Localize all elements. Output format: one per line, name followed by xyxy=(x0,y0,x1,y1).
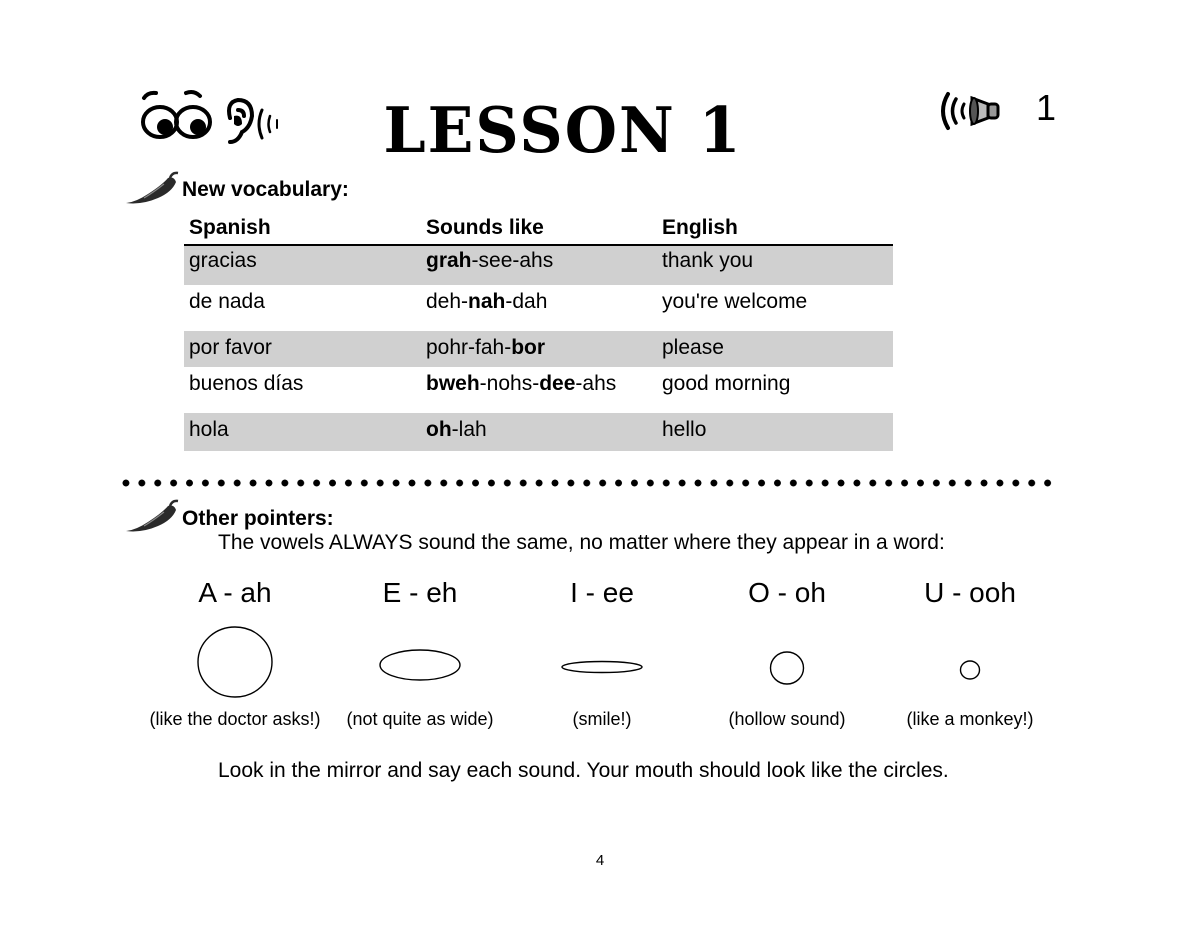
vowels-intro-text: The vowels ALWAYS sound the same, no matter where they appear in a word: xyxy=(218,531,945,554)
mouth-shape-icon xyxy=(320,624,520,704)
cell-sounds-like xyxy=(421,246,657,285)
cell-english: thank you xyxy=(662,249,754,272)
table-row xyxy=(184,367,893,413)
syllable: -ahs xyxy=(575,372,617,395)
cell-spanish: hola xyxy=(189,418,229,441)
syllable: pohr-fah- xyxy=(426,336,512,359)
mouth-shape-icon xyxy=(135,624,335,704)
cell-spanish: por favor xyxy=(189,336,272,359)
table-row xyxy=(184,413,893,451)
vowel-note: (hollow sound) xyxy=(728,709,846,729)
page-number: 4 xyxy=(595,852,605,869)
syllable: deh- xyxy=(426,290,469,313)
speaker-icon xyxy=(936,88,1004,134)
cell-english: hello xyxy=(662,418,707,441)
mouth-shape-icon xyxy=(687,624,887,704)
cell-english: please xyxy=(662,336,724,359)
track-number: 1 xyxy=(1036,87,1057,128)
vowel-item xyxy=(687,576,887,729)
mirror-instruction: Look in the mirror and say each sound. Your mouth should look like the circles. xyxy=(218,759,949,782)
stressed-syllable: grah xyxy=(426,249,472,272)
mouth-shape-icon xyxy=(502,624,702,704)
other-pointers-heading: Other pointers: xyxy=(182,507,334,530)
syllable: -see-ahs xyxy=(471,249,554,272)
table-body xyxy=(184,246,893,451)
column-header-english: English xyxy=(661,216,738,239)
vowel-label: U - ooh xyxy=(924,577,1016,608)
vowel-note: (like a monkey!) xyxy=(906,709,1034,729)
stressed-syllable: oh xyxy=(426,418,452,441)
vowel-item xyxy=(502,576,702,729)
vowel-note: (smile!) xyxy=(572,709,632,729)
vowel-item xyxy=(135,576,335,729)
dotted-divider xyxy=(118,478,1058,488)
column-header-sounds-like: Sounds like xyxy=(425,216,544,239)
vowel-note: (like the doctor asks!) xyxy=(149,709,321,729)
chili-pepper-icon xyxy=(124,498,182,534)
table-row xyxy=(184,246,893,285)
vowel-label: E - eh xyxy=(382,577,458,608)
cell-sounds-like xyxy=(421,285,657,331)
stressed-syllable: bweh xyxy=(426,372,480,395)
table-row xyxy=(184,331,893,367)
vowel-item xyxy=(320,576,520,729)
vowel-label: I - ee xyxy=(570,577,634,608)
stressed-syllable: bor xyxy=(511,336,546,359)
cell-spanish: gracias xyxy=(189,249,257,272)
vocabulary-table xyxy=(184,212,893,451)
chili-pepper-icon xyxy=(124,170,182,206)
cell-spanish: de nada xyxy=(189,290,265,313)
mouth-shape-icon xyxy=(870,624,1070,704)
cell-english: good morning xyxy=(662,372,791,395)
cell-sounds-like xyxy=(421,413,657,451)
new-vocabulary-heading: New vocabulary: xyxy=(182,178,349,201)
syllable: -nohs- xyxy=(479,372,540,395)
cell-sounds-like xyxy=(421,367,657,413)
cell-english: you're welcome xyxy=(662,290,808,313)
stressed-syllable: nah xyxy=(468,290,506,313)
vowel-note: (not quite as wide) xyxy=(346,709,494,729)
vowel-item xyxy=(870,576,1070,729)
cell-spanish: buenos días xyxy=(189,372,304,395)
vowel-label: A - ah xyxy=(198,577,272,608)
syllable: -dah xyxy=(505,290,548,313)
table-header xyxy=(184,212,893,246)
vowel-label: O - oh xyxy=(748,577,826,608)
table-row xyxy=(184,285,893,331)
stressed-syllable: dee xyxy=(539,372,576,395)
lesson-title: LESSON 1 xyxy=(383,94,743,168)
cell-sounds-like xyxy=(421,331,657,367)
column-header-spanish: Spanish xyxy=(189,216,271,239)
syllable: -lah xyxy=(451,418,487,441)
